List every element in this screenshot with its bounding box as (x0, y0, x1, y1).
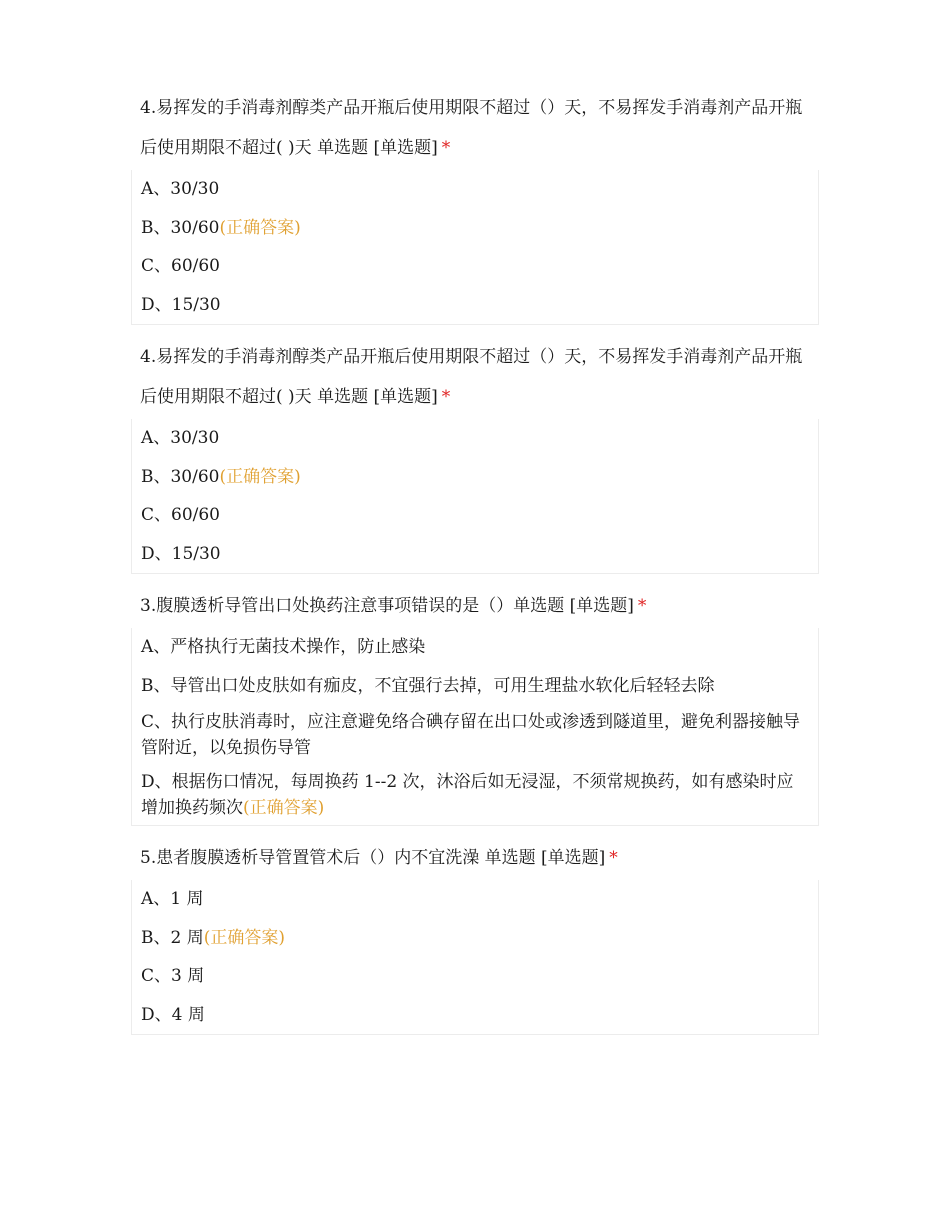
option-b: B、30/60(正确答案) (141, 466, 301, 487)
option-c: C、60/60 (141, 505, 220, 525)
correct-answer-label: (正确答案) (219, 217, 301, 238)
correct-answer-label: (正确答案) (203, 927, 285, 948)
option-b: B、2 周(正确答案) (141, 927, 285, 948)
option-list (131, 170, 819, 325)
question-title: 4.易挥发的手消毒剂醇类产品开瓶后使用期限不超过（）天，不易挥发手消毒剂产品开瓶后使用期限不超过( )天 单选题 [单选题] * (140, 98, 803, 158)
option-c: C、60/60 (141, 256, 220, 276)
question-1 (131, 88, 819, 325)
option-a: A、30/30 (141, 428, 220, 448)
required-mark: * (609, 848, 618, 868)
correct-answer-label: (正确答案) (243, 798, 325, 818)
option-c: C、执行皮肤消毒时，应注意避免络合碘存留在出口处或渗透到隧道里，避免利器接触导管附近，以免损伤导管 (141, 712, 801, 758)
question-3 (131, 586, 819, 826)
option-a: A、1 周 (141, 889, 204, 909)
option-list (131, 628, 819, 826)
correct-answer-label: (正确答案) (219, 466, 301, 487)
option-b: B、30/60(正确答案) (141, 217, 301, 238)
quiz-document (131, 88, 819, 1047)
question-title: 3.腹膜透析导管出口处换药注意事项错误的是（）单选题 [单选题] * (140, 596, 647, 616)
required-mark: * (441, 138, 451, 158)
option-d: D、根据伤口情况，每周换药 1--2 次，沐浴后如无浸湿，不须常规换药，如有感染时应增加换药频次(正确答案) (141, 772, 794, 818)
question-4 (131, 838, 819, 1035)
question-title: 5.患者腹膜透析导管置管术后（）内不宜洗澡 单选题 [单选题] * (140, 848, 618, 868)
option-d: D、15/30 (141, 543, 221, 564)
option-a: A、严格执行无菌技术操作，防止感染 (141, 637, 426, 657)
option-d: D、15/30 (141, 294, 221, 315)
option-b: B、导管出口处皮肤如有痂皮，不宜强行去掉，可用生理盐水软化后轻轻去除 (141, 675, 715, 696)
option-list (131, 419, 819, 574)
required-mark: * (441, 387, 451, 407)
question-2 (131, 337, 819, 574)
required-mark: * (637, 596, 647, 616)
option-c: C、3 周 (141, 966, 205, 986)
option-list (131, 880, 819, 1035)
question-title: 4.易挥发的手消毒剂醇类产品开瓶后使用期限不超过（）天，不易挥发手消毒剂产品开瓶后使用期限不超过( )天 单选题 [单选题] * (140, 347, 803, 407)
option-d: D、4 周 (141, 1004, 205, 1025)
option-a: A、30/30 (141, 179, 220, 199)
